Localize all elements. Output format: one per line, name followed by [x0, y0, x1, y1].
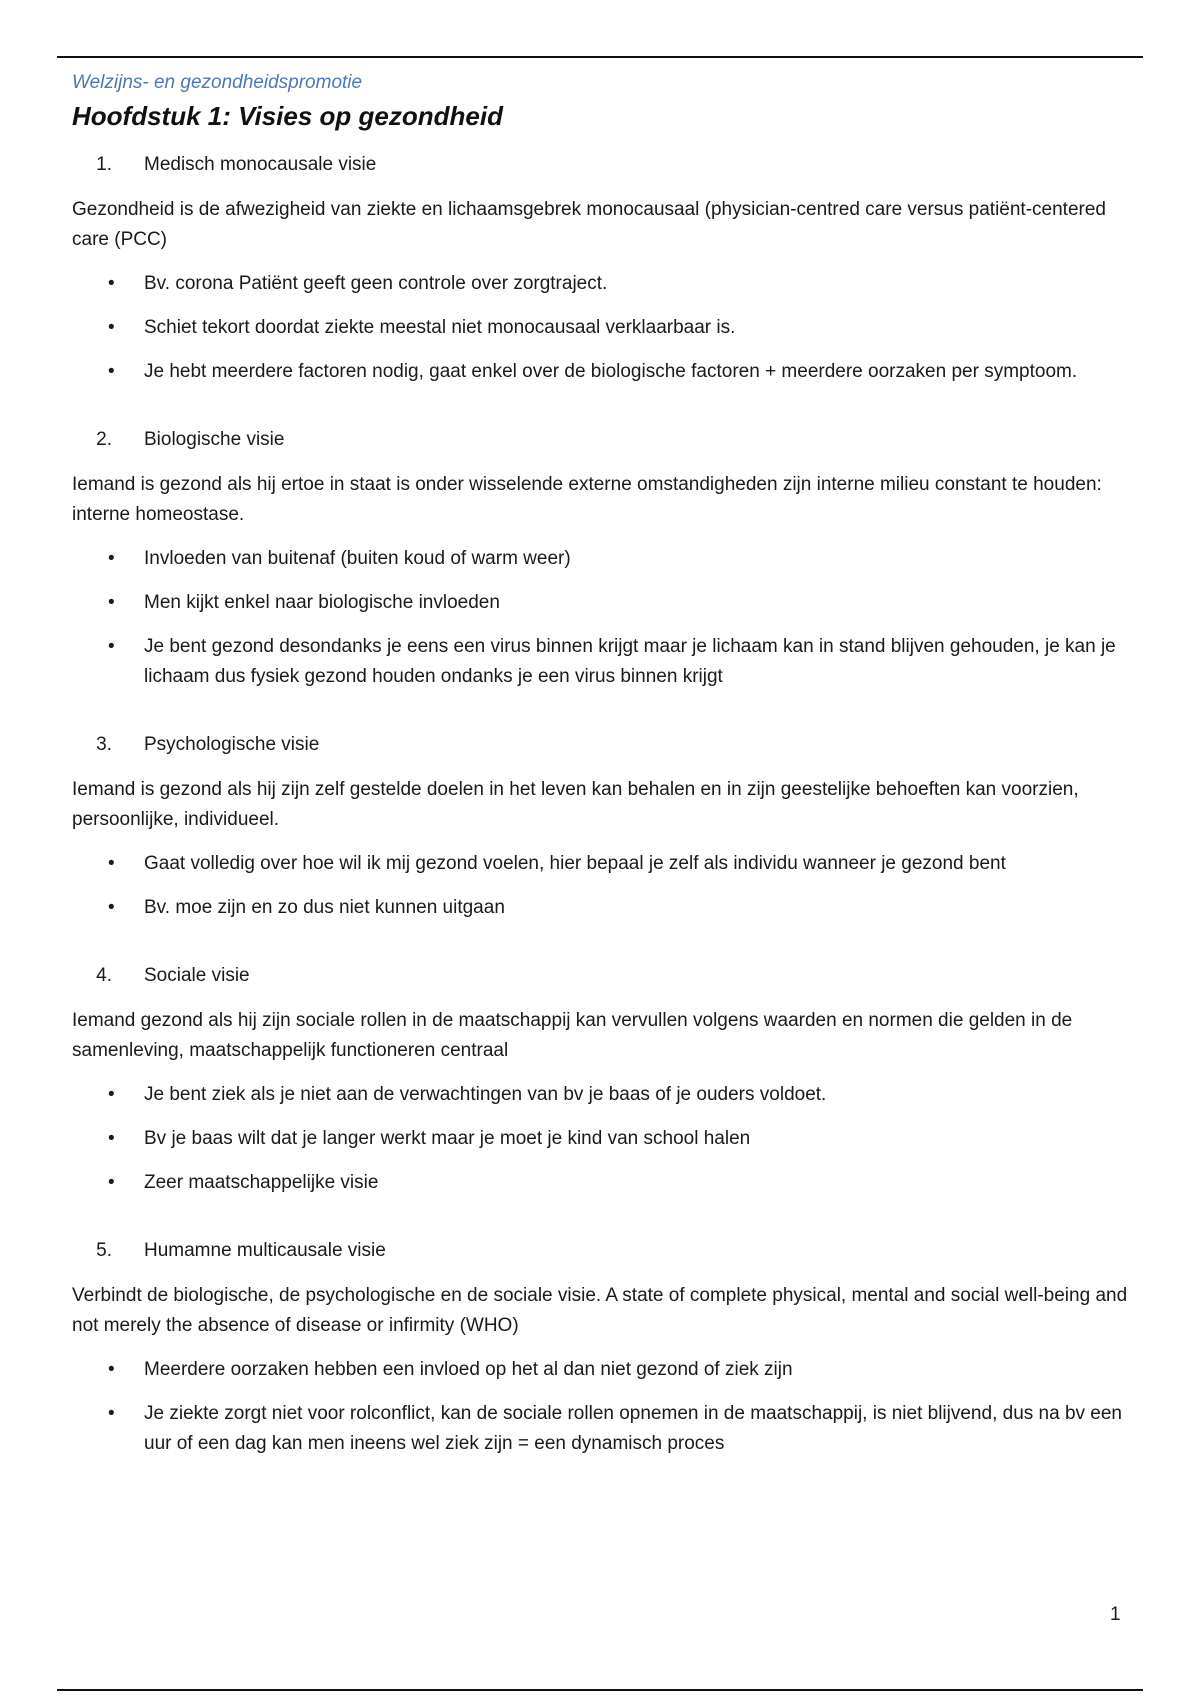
section-paragraph: Gezondheid is de afwezigheid van ziekte en lichaamsgebrek monocausaal (physician-centred care versus patiënt-centered care (PCC) [72, 199, 1106, 250]
bullet-text: Bv. moe zijn en zo dus niet kunnen uitgaan [144, 897, 505, 918]
bullet-text: Schiet tekort doordat ziekte meestal niet monocausaal verklaarbaar is. [144, 317, 736, 338]
top-border-line [57, 56, 1143, 58]
bullet-item [72, 357, 1132, 387]
bullet-icon: • [108, 1403, 115, 1424]
section-heading-text: Humamne multicausale visie [144, 1240, 386, 1261]
bullet-item [72, 1168, 1132, 1198]
section-number: 2. [96, 429, 112, 450]
bullet-text: Meerdere oorzaken hebben een invloed op het al dan niet gezond of ziek zijn [144, 1359, 793, 1380]
bullet-icon: • [108, 592, 115, 613]
bullet-text: Je bent gezond desondanks je eens een virus binnen krijgt maar je lichaam kan in stand blijven gehouden, je kan je lichaam dus fysiek gezond houden ondanks je een virus binnen krijgt [144, 636, 1116, 687]
section-heading-text: Biologische visie [144, 429, 285, 450]
section-number: 4. [96, 965, 112, 986]
bullet-item [72, 1080, 1132, 1110]
bullet-list [72, 269, 1132, 387]
bullet-icon: • [108, 317, 115, 338]
bullet-item [72, 313, 1132, 343]
section-paragraph: Iemand is gezond als hij ertoe in staat is onder wisselende externe omstandigheden zijn interne milieu constant te houden: interne homeostase. [72, 474, 1102, 525]
section-biologisch [72, 427, 1132, 692]
bullet-icon: • [108, 548, 115, 569]
bullet-text: Je hebt meerdere factoren nodig, gaat enkel over de biologische factoren + meerdere oorzaken per symptoom. [144, 361, 1078, 382]
section-heading-text: Psychologische visie [144, 734, 320, 755]
section-spacer [72, 937, 1132, 963]
section-psychologisch [72, 732, 1132, 923]
bullet-list [72, 544, 1132, 692]
bullet-item [72, 544, 1132, 574]
section-number: 1. [96, 154, 112, 175]
bullet-list [72, 1355, 1132, 1459]
bullet-text: Je bent ziek als je niet aan de verwachtingen van bv je baas of je ouders voldoet. [144, 1084, 827, 1105]
bullet-text: Zeer maatschappelijke visie [144, 1172, 379, 1193]
bullet-icon: • [108, 636, 115, 657]
section-spacer [72, 401, 1132, 427]
bullet-icon: • [108, 897, 115, 918]
bullet-text: Gaat volledig over hoe wil ik mij gezond voelen, hier bepaal je zelf als individu wanneer je gezond bent [144, 853, 1006, 874]
bullet-text: Bv je baas wilt dat je langer werkt maar je moet je kind van school halen [144, 1128, 751, 1149]
section-heading [72, 963, 1132, 989]
chapter-title: Hoofdstuk 1: Visies op gezondheid [72, 101, 503, 131]
bullet-item [72, 849, 1132, 879]
bullet-item [72, 1124, 1132, 1154]
bottom-border-line [57, 1689, 1143, 1691]
section-paragraph: Iemand is gezond als hij zijn zelf gestelde doelen in het leven kan behalen en in zijn geestelijke behoeften kan voorzien, persoonlijke, individueel. [72, 779, 1079, 830]
document-subtitle: Welzijns- en gezondheidspromotie [72, 72, 363, 93]
section-heading [72, 732, 1132, 758]
section-heading [72, 427, 1132, 453]
section-spacer [72, 1212, 1132, 1238]
bullet-item [72, 588, 1132, 618]
bullet-list [72, 1080, 1132, 1198]
bullet-icon: • [108, 273, 115, 294]
section-sociaal [72, 963, 1132, 1198]
bullet-item [72, 1355, 1132, 1385]
section-heading [72, 152, 1132, 178]
section-number: 5. [96, 1240, 112, 1261]
bullet-icon: • [108, 1172, 115, 1193]
bullet-icon: • [108, 1359, 115, 1380]
bullet-item [72, 1399, 1132, 1459]
section-medisch [72, 152, 1132, 387]
bullet-list [72, 849, 1132, 923]
bullet-icon: • [108, 1128, 115, 1149]
document-page [72, 70, 1132, 1473]
section-number: 3. [96, 734, 112, 755]
section-paragraph: Iemand gezond als hij zijn sociale rollen in de maatschappij kan vervullen volgens waarden en normen die gelden in de samenleving, maatschappelijk functioneren centraal [72, 1010, 1073, 1061]
bullet-item [72, 893, 1132, 923]
page-number: 1 [1110, 1604, 1121, 1625]
bullet-icon: • [108, 853, 115, 874]
section-paragraph: Verbindt de biologische, de psychologische en de sociale visie. A state of complete physical, mental and social well-being and not merely the absence of disease or infirmity (WHO) [72, 1285, 1128, 1336]
bullet-icon: • [108, 1084, 115, 1105]
section-heading-text: Sociale visie [144, 965, 250, 986]
bullet-icon: • [108, 361, 115, 382]
section-multicausaal [72, 1238, 1132, 1459]
bullet-text: Bv. corona Patiënt geeft geen controle over zorgtraject. [144, 273, 608, 294]
section-heading [72, 1238, 1132, 1264]
bullet-item [72, 269, 1132, 299]
bullet-text: Men kijkt enkel naar biologische invloeden [144, 592, 500, 613]
bullet-item [72, 632, 1132, 692]
bullet-text: Invloeden van buitenaf (buiten koud of warm weer) [144, 548, 571, 569]
section-spacer [72, 706, 1132, 732]
bullet-text: Je ziekte zorgt niet voor rolconflict, kan de sociale rollen opnemen in de maatschappij, is niet blijvend, dus na bv een uur of een dag kan men ineens wel ziek zijn = een dynamisch proces [144, 1403, 1122, 1454]
section-heading-text: Medisch monocausale visie [144, 154, 377, 175]
